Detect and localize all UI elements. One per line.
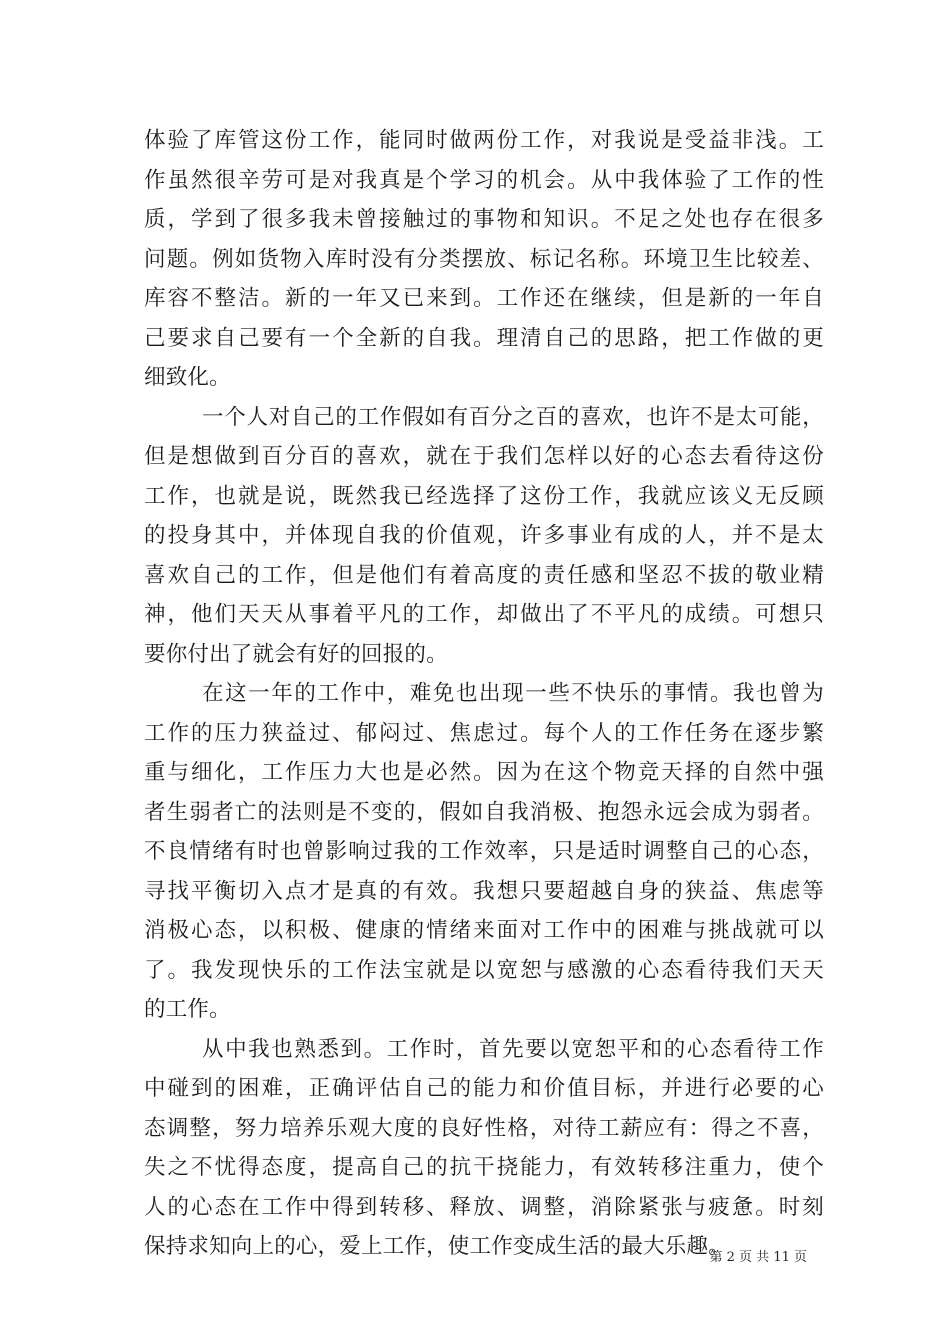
- text-line: 在这一年的工作中，难免也出现一些不快乐的事情。我也曾为: [202, 681, 824, 706]
- text-line: 了。我发现快乐的工作法宝就是以宽恕与感激的心态看待我们天天: [144, 957, 824, 983]
- text-line: 从中我也熟悉到。工作时，首先要以宽恕平和的心态看待工作: [202, 1036, 824, 1062]
- text-line: 失之不忧得态度，提高自己的抗干挠能力，有效转移注重力，使个: [144, 1155, 824, 1180]
- text-line: 工作，也就是说，既然我已经选择了这份工作，我就应该义无反顾: [144, 483, 824, 509]
- text-line: 的投身其中，并体现自我的价值观，许多事业有成的人，并不是太: [144, 523, 824, 548]
- paragraph-1: [144, 121, 824, 398]
- text-line: 但是想做到百分百的喜欢，就在于我们怎样以好的心态去看待这份: [144, 444, 824, 469]
- text-line: 己要求自己要有一个全新的自我。理清自己的思路，把工作做的更: [144, 325, 824, 351]
- text-line: 不良情绪有时也曾影响过我的工作效率，只是适时调整自己的心态，: [144, 839, 824, 864]
- text-line: 中碰到的困难，正确评估自己的能力和价值目标，并进行必要的心: [144, 1076, 824, 1101]
- text-line: 重与细化，工作压力大也是必然。因为在这个物竞天择的自然中强: [144, 760, 824, 785]
- text-line: 一个人对自己的工作假如有百分之百的喜欢，也许不是太可能，: [202, 404, 824, 430]
- text-line: 态调整，努力培养乐观大度的良好性格，对待工薪应有：得之不喜，: [144, 1115, 824, 1141]
- text-line: 问题。例如货物入库时没有分类摆放、标记名称。环境卫生比较差、: [144, 246, 824, 272]
- text-line: 者生弱者亡的法则是不变的，假如自我消极、抱怨永远会成为弱者。: [144, 799, 824, 825]
- text-line: 喜欢自己的工作，但是他们有着高度的责任感和坚忍不拔的敬业精: [144, 562, 824, 588]
- text-line: 质，学到了很多我未曾接触过的事物和知识。不足之处也存在很多: [144, 207, 824, 232]
- text-line: 人的心态在工作中得到转移、释放、调整，消除紧张与疲惫。时刻: [144, 1194, 824, 1220]
- paragraph-2: [144, 398, 824, 675]
- text-line: 保持求知向上的心，爱上工作，使工作变成生活的最大乐趣。: [144, 1234, 730, 1259]
- document-body: [144, 121, 824, 1267]
- text-line: 神，他们天天从事着平凡的工作，却做出了不平凡的成绩。可想只: [144, 602, 824, 627]
- text-line: 作虽然很辛劳可是对我真是个学习的机会。从中我体验了工作的性: [144, 167, 824, 193]
- paragraph-3: [144, 674, 824, 1030]
- text-line: 体验了库管这份工作，能同时做两份工作，对我说是受益非浅。工: [144, 128, 824, 153]
- text-line: 细致化。: [144, 365, 231, 390]
- page-number: 第 2 页 共 11 页: [709, 1250, 807, 1265]
- paragraph-4: [144, 1030, 824, 1267]
- text-line: 消极心态，以积极、健康的情绪来面对工作中的困难与挑战就可以: [144, 918, 824, 943]
- text-line: 要你付出了就会有好的回报的。: [144, 641, 448, 667]
- text-line: 的工作。: [144, 997, 231, 1022]
- text-line: 库容不整洁。新的一年又已来到。工作还在继续，但是新的一年自: [144, 286, 824, 311]
- text-line: 寻找平衡切入点才是真的有效。我想只要超越自身的狭益、焦虑等: [144, 878, 824, 904]
- text-line: 工作的压力狭益过、郁闷过、焦虑过。每个人的工作任务在逐步繁: [144, 720, 824, 746]
